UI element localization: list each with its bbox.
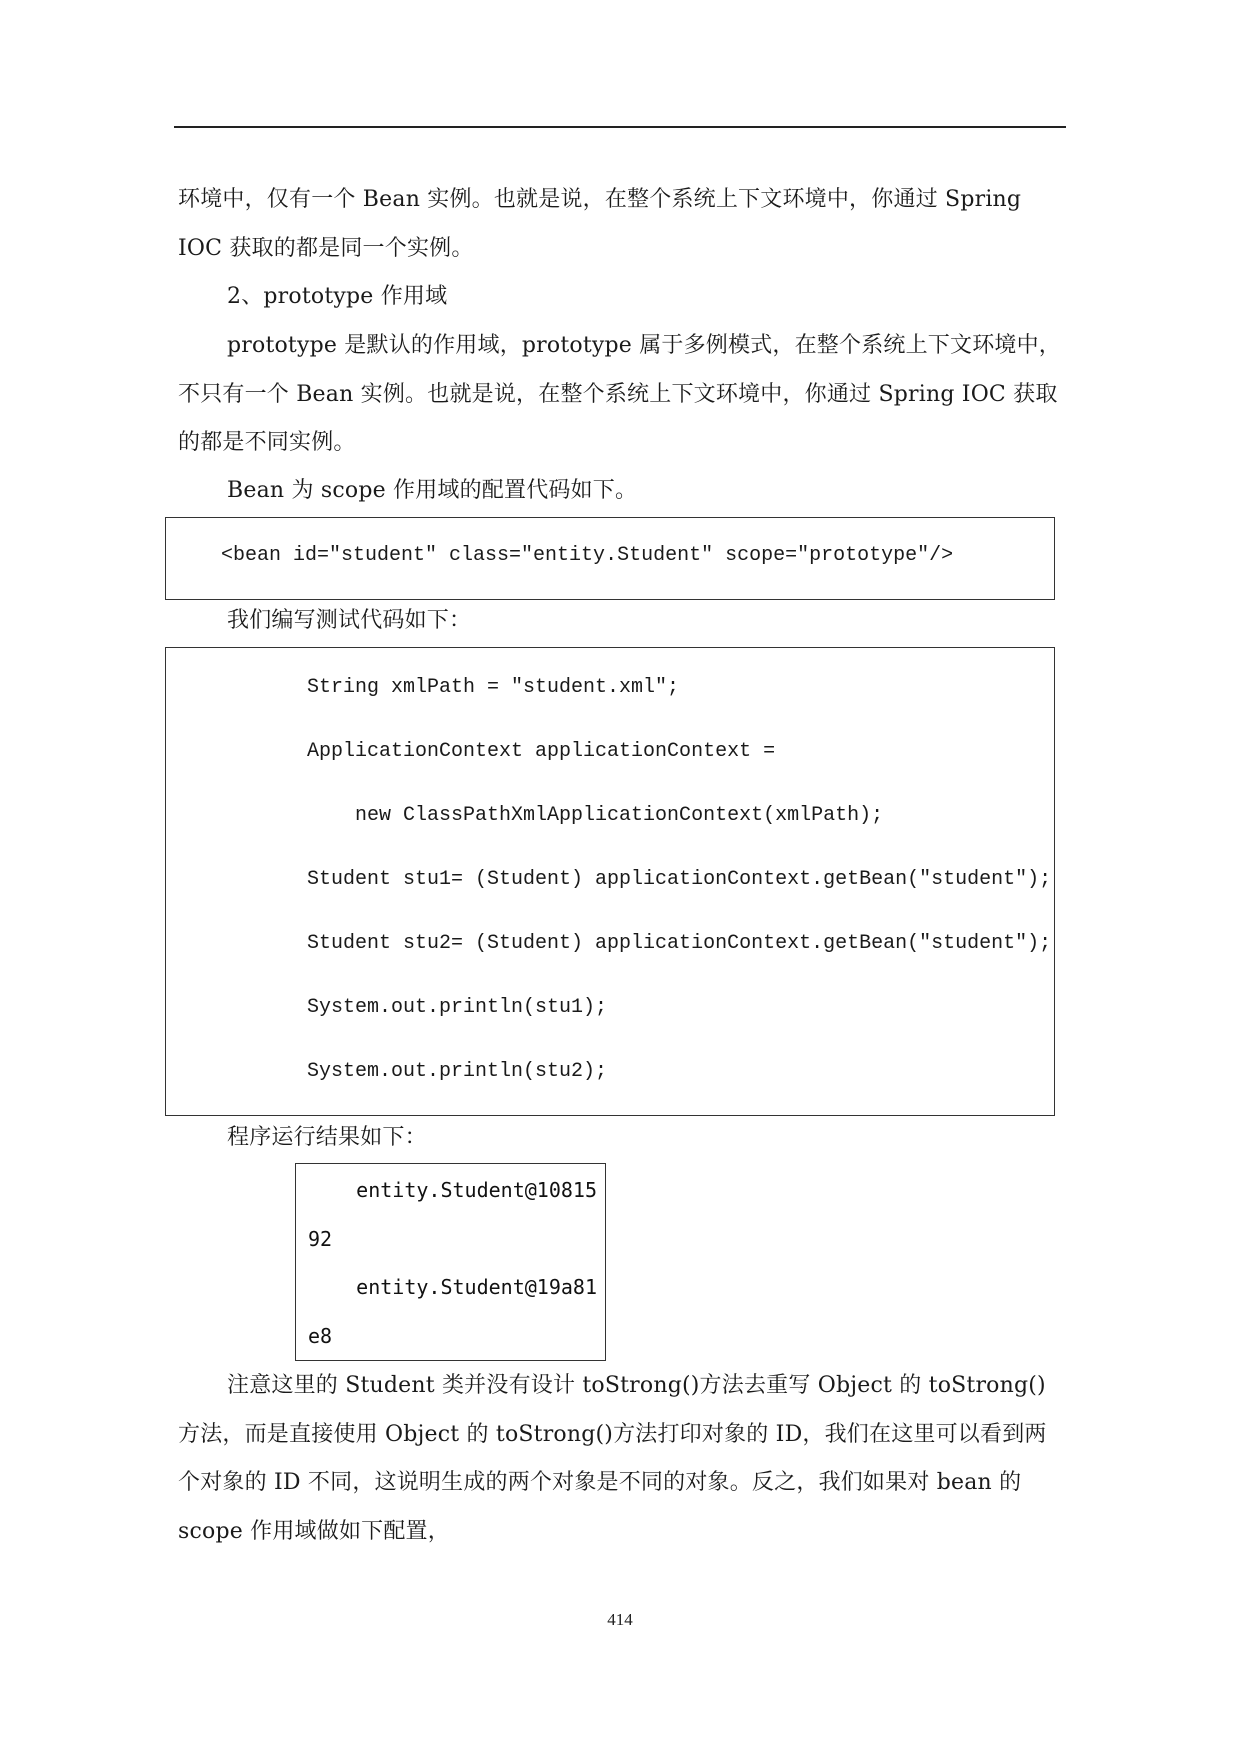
header-rule xyxy=(174,126,1066,128)
output-box xyxy=(295,1163,606,1361)
paragraph-config-intro: Bean 为 scope 作用域的配置代码如下。 xyxy=(227,478,638,503)
output-line: entity.Student@19a81 xyxy=(308,1275,597,1299)
output-line: entity.Student@10815 xyxy=(308,1178,597,1202)
paragraph-test-intro: 我们编写测试代码如下： xyxy=(227,608,472,633)
code-line: System.out.println(stu1); xyxy=(307,996,608,1019)
code-line: Student stu1= (Student) applicationContext.getBean("student"); xyxy=(307,868,1052,891)
paragraph-prototype: prototype 是默认的作用域，prototype 属于多例模式，在整个系统上下文环境中，不只有一个 Bean 实例。也就是说，在整个系统上下文环境中，你通过 Spring IOC 获取的都是不同实例。 xyxy=(178,333,1061,455)
test-code-box xyxy=(165,647,1055,1116)
code-line: Student stu2= (Student) applicationContext.getBean("student"); xyxy=(307,932,1052,955)
code-line: System.out.println(stu2); xyxy=(307,1060,608,1083)
output-line: 92 xyxy=(308,1227,333,1251)
paragraph-note: 注意这里的 Student 类并没有设计 toStrong()方法去重写 Object 的 toStrong()方法，而是直接使用 Object 的 toStrong()方法打印对象的 ID，我们在这里可以看到两个对象的 ID 不同，这说明生成的两个对象是不同的对象。反之，我们如果对 bean 的 scope 作用域做如下配置， xyxy=(178,1373,1047,1544)
code-line: String xmlPath = "student.xml"; xyxy=(307,676,680,699)
code-line: ApplicationContext applicationContext = xyxy=(307,740,776,763)
code-line: new ClassPathXmlApplicationContext(xmlPath); xyxy=(307,804,884,827)
paragraph-singleton-end: 环境中，仅有一个 Bean 实例。也就是说，在整个系统上下文环境中，你通过 Spring IOC 获取的都是同一个实例。 xyxy=(178,187,1022,261)
page-number: 414 xyxy=(607,1610,633,1629)
config-code-line: <bean id="student" class="entity.Student" scope="prototype"/> xyxy=(221,544,954,567)
section-heading-prototype: 2、prototype 作用域 xyxy=(227,284,448,309)
output-line: e8 xyxy=(308,1324,333,1348)
paragraph-result-intro: 程序运行结果如下： xyxy=(227,1125,427,1150)
config-code-box xyxy=(165,517,1055,600)
